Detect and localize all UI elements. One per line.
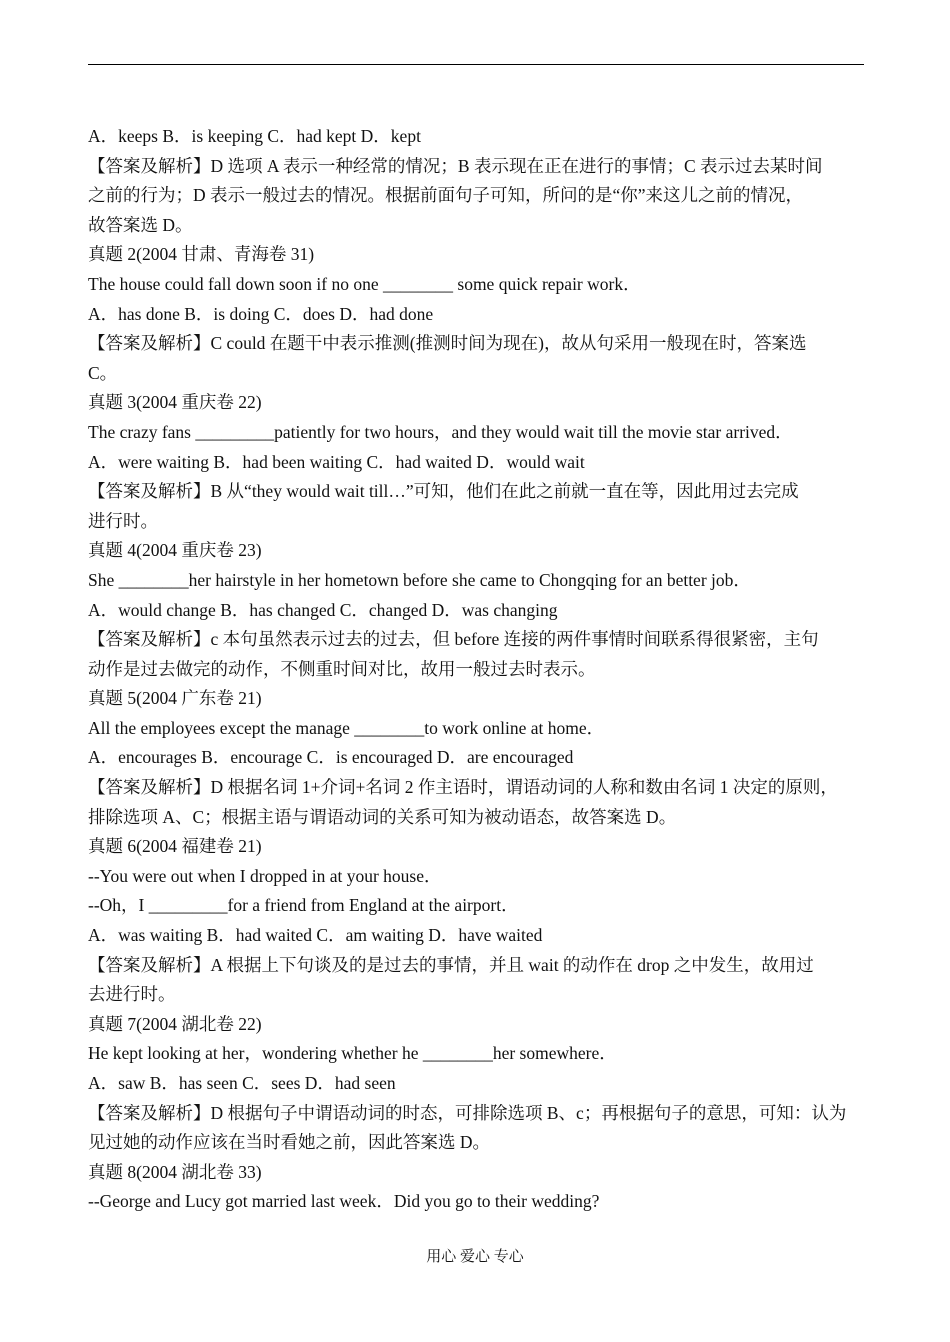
explanation-line: 排除选项 A、C；根据主语与谓语动词的关系可知为被动语态，故答案选 D。 xyxy=(88,806,677,827)
question-stem: --You were out when I dropped in at your house． xyxy=(88,865,442,886)
question-stem: --George and Lucy got married last week．Did you go to their wedding? xyxy=(88,1191,600,1212)
question-stem: She ________her hairstyle in her hometown before she came to Chongqing for an better job． xyxy=(88,569,751,590)
text-line: A．keeps B．is keeping C．had kept D．kept xyxy=(88,126,421,146)
text-line: 故答案选 D。 xyxy=(88,214,193,235)
explanation-line: 【答案及解析】D 根据句子中谓语动词的时态，可排除选项 B、c；再根据句子的意思，可知：认为 xyxy=(88,1102,847,1123)
explanation-line: 动作是过去做完的动作，不侧重时间对比，故用一般过去时表示。 xyxy=(88,658,596,679)
text-line: 【答案及解析】D 选项 A 表示一种经常的情况；B 表示现在正在进行的事情；C 表示过去某时间 xyxy=(88,155,823,176)
question-heading: 真题 5(2004 广东卷 21) xyxy=(88,688,262,709)
explanation-line: 【答案及解析】C could 在题干中表示推测(推测时间为现在)，故从句采用一般现在时，答案选 xyxy=(88,333,807,354)
question-stem: --Oh，I _________for a friend from England at the airport． xyxy=(88,895,519,916)
answer-options: A．encourages B．encourage C．is encouraged D．are encouraged xyxy=(88,747,574,768)
question-stem: The crazy fans _________patiently for two hours，and they would wait till the movie star arrived． xyxy=(88,421,793,442)
question-heading: 真题 8(2004 湖北卷 33) xyxy=(88,1161,262,1182)
explanation-line: 见过她的动作应该在当时看她之前，因此答案选 D。 xyxy=(88,1132,491,1153)
text-line: 之前的行为；D 表示一般过去的情况。根据前面句子可知，所问的是“你”来这儿之前的情况， xyxy=(88,185,804,206)
document-body xyxy=(88,122,878,1217)
explanation-line: 去进行时。 xyxy=(88,984,176,1005)
explanation-line: 进行时。 xyxy=(88,510,158,531)
answer-options: A．has done B．is doing C．does D．had done xyxy=(88,303,434,324)
question-heading: 真题 7(2004 湖北卷 22) xyxy=(88,1013,262,1034)
question-heading: 真题 4(2004 重庆卷 23) xyxy=(88,540,262,561)
question-stem: All the employees except the manage ________to work online at home． xyxy=(88,717,605,738)
answer-options: A．would change B．has changed C．changed D．was changing xyxy=(88,599,558,620)
question-heading: 真题 6(2004 福建卷 21) xyxy=(88,836,262,857)
explanation-line: 【答案及解析】A 根据上下句谈及的是过去的事情，并且 wait 的动作在 drop 之中发生，故用过 xyxy=(88,954,814,975)
page-footer: 用心 爱心 专心 xyxy=(426,1249,524,1265)
explanation-line: 【答案及解析】D 根据名词 1+介词+名词 2 作主语时，谓语动词的人称和数由名词 1 决定的原则， xyxy=(88,777,838,798)
explanation-line: 【答案及解析】c 本句虽然表示过去的过去，但 before 连接的两件事情时间联系得很紧密，主句 xyxy=(88,629,819,650)
question-heading: 真题 2(2004 甘肃、青海卷 31) xyxy=(88,244,315,265)
explanation-line: 【答案及解析】B 从“they would wait till…”可知，他们在此之前就一直在等，因此用过去完成 xyxy=(88,481,799,502)
answer-options: A．was waiting B．had waited C．am waiting D．have waited xyxy=(88,925,543,946)
question-stem: The house could fall down soon if no one ________ some quick repair work． xyxy=(88,273,641,294)
answer-options: A．were waiting B．had been waiting C．had waited D．would wait xyxy=(88,451,585,472)
header-rule xyxy=(88,64,864,65)
question-stem: He kept looking at her，wondering whether he ________her somewhere． xyxy=(88,1043,617,1064)
explanation-line: C。 xyxy=(88,362,118,383)
answer-options: A．saw B．has seen C．sees D．had seen xyxy=(88,1073,396,1093)
question-heading: 真题 3(2004 重庆卷 22) xyxy=(88,392,262,413)
